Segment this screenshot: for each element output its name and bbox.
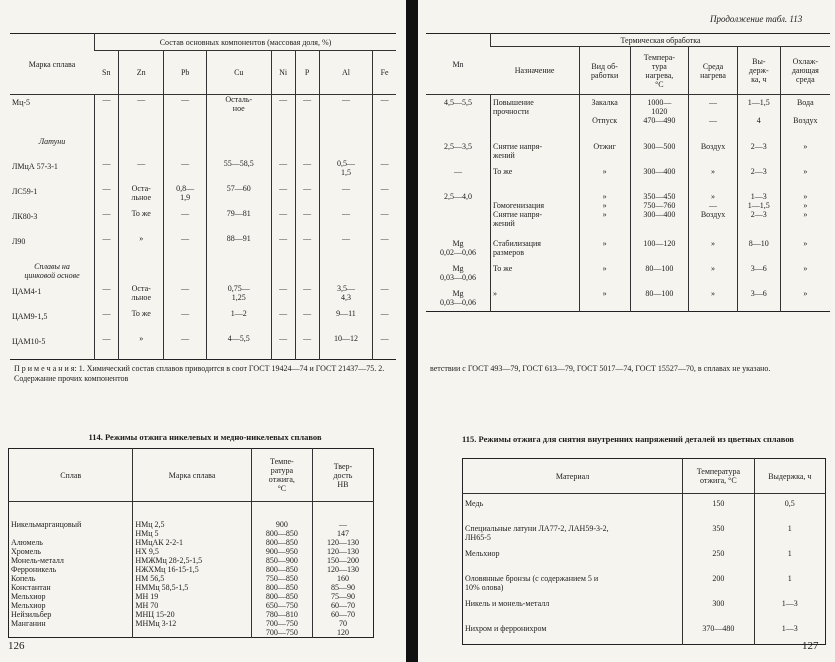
table-114-cell: 750—850 bbox=[251, 574, 312, 583]
table-114-cell: 160 bbox=[312, 574, 373, 583]
heat-treatment-cell: 300—400 bbox=[630, 164, 689, 189]
composition-cell: — bbox=[271, 309, 295, 334]
heat-treatment-cell: Снятие напря- жений bbox=[491, 139, 580, 164]
composition-cell: — bbox=[373, 95, 396, 135]
element-header: Fe bbox=[373, 51, 396, 95]
table-114-cell: 800—850 bbox=[251, 583, 312, 592]
table-114-cell: МН 19 bbox=[133, 592, 251, 601]
composition-cell: — bbox=[164, 284, 207, 309]
heat-treatment-cell: » bbox=[780, 164, 830, 189]
table-114-cell bbox=[9, 628, 133, 638]
table-row bbox=[10, 309, 396, 334]
table-114-cell: МНМц 3-12 bbox=[133, 619, 251, 628]
alloy-composition-table bbox=[10, 33, 396, 360]
table-row bbox=[9, 601, 374, 610]
heat-treatment-cell: Гомогенизация Снятие напря- жений bbox=[491, 189, 580, 236]
table-row bbox=[9, 619, 374, 628]
table-row bbox=[426, 261, 830, 286]
table-114-cell: 60—70 bbox=[312, 610, 373, 619]
heat-treatment-cell: 4,5—5,5 bbox=[444, 98, 472, 107]
composition-cell: — bbox=[271, 184, 295, 209]
element-header: Cu bbox=[206, 51, 271, 95]
table-row bbox=[10, 95, 396, 135]
composition-cell: 9—11 bbox=[319, 309, 373, 334]
table-114-cell: МН 70 bbox=[133, 601, 251, 610]
table-row bbox=[463, 594, 826, 619]
composition-rows bbox=[10, 95, 396, 360]
composition-cell bbox=[295, 134, 319, 159]
composition-note: П р и м е ч а н и я: 1. Химический состав сплавов приводится в соот ГОСТ 19424—74 и ГОСТ 21437—75. 2. Содержание прочих компонентов bbox=[14, 364, 385, 383]
table-114-title: 114. Режимы отжига никелевых и медно-никелевых сплавов bbox=[88, 432, 322, 442]
heat-subheader: Вид об- работки bbox=[579, 47, 630, 95]
table-row bbox=[10, 234, 396, 259]
composition-cell: — bbox=[95, 209, 119, 234]
table-115-cell: Медь bbox=[465, 499, 484, 508]
composition-cell: — bbox=[95, 159, 119, 184]
composition-cell bbox=[319, 134, 373, 159]
table-114-cell: Хромель bbox=[11, 547, 41, 556]
table-114-cell: НММц 58,5-1,5 bbox=[133, 583, 251, 592]
mn-header: Mn bbox=[426, 34, 491, 95]
table-row bbox=[9, 592, 374, 601]
table-115-cell: 1—3 bbox=[754, 594, 825, 619]
table-114-cell: НХ 9,5 bbox=[133, 547, 251, 556]
composition-header: Состав основных компонентов (массовая доля, %) bbox=[95, 34, 397, 51]
table-115-cell: 250 bbox=[683, 544, 755, 569]
table-114-header bbox=[9, 449, 374, 502]
table-114-cell: Никельмарганцовый bbox=[11, 520, 82, 529]
table-114-cell bbox=[133, 628, 251, 638]
table-115-column: Материал bbox=[463, 459, 683, 494]
composition-cell bbox=[271, 259, 295, 284]
table-114-cell: 900 bbox=[251, 502, 312, 530]
table-114-cell: 120 bbox=[312, 628, 373, 638]
table-row bbox=[9, 583, 374, 592]
alloy-grade: Л90 bbox=[12, 237, 26, 246]
table-115-column: Температура отжига, °С bbox=[683, 459, 755, 494]
composition-cell: То же bbox=[119, 309, 164, 334]
table-115-title: 115. Режимы отжига для снятия внутренних напряжений деталей из цветных сплавов bbox=[462, 434, 794, 444]
table-114-cell: 800—850 bbox=[251, 592, 312, 601]
composition-cell: 1—2 bbox=[206, 309, 271, 334]
table-114-cell: 700—750 bbox=[251, 619, 312, 628]
heat-subheader: Охлаж- дающая среда bbox=[780, 47, 830, 95]
heat-treatment-cell bbox=[780, 128, 830, 139]
composition-cell bbox=[119, 259, 164, 284]
table-115-cell: Мельхиор bbox=[465, 549, 500, 558]
heat-treatment-cell: 2,5—3,5 bbox=[444, 142, 472, 151]
table-114-cell: 120—130 bbox=[312, 565, 373, 574]
composition-cell: — bbox=[295, 95, 319, 135]
composition-cell: — bbox=[295, 209, 319, 234]
table-114-cell: 70 bbox=[312, 619, 373, 628]
composition-cell bbox=[373, 259, 396, 284]
table-row bbox=[463, 494, 826, 520]
table-114-cell: НЖХМц 16-15-1,5 bbox=[133, 565, 251, 574]
heat-treatment-cell: 1000— 1020 470—490 bbox=[630, 95, 689, 129]
table-114-cell: — bbox=[312, 502, 373, 530]
table-row bbox=[426, 128, 830, 139]
composition-cell bbox=[271, 134, 295, 159]
composition-cell: — bbox=[271, 209, 295, 234]
heat-treatment-cell: » bbox=[579, 261, 630, 286]
heat-treatment-cell: Отжиг bbox=[579, 139, 630, 164]
alloy-grade: ЦАМ9-1,5 bbox=[12, 312, 48, 321]
heat-subheader: Назначение bbox=[491, 47, 580, 95]
table-114-cell: 120—130 bbox=[312, 538, 373, 547]
composition-cell: — bbox=[373, 234, 396, 259]
heat-treatment-cell: 300—500 bbox=[630, 139, 689, 164]
table-row bbox=[10, 184, 396, 209]
composition-cell: » bbox=[119, 234, 164, 259]
table-115-cell: 1 bbox=[754, 544, 825, 569]
composition-cell: 79—81 bbox=[206, 209, 271, 234]
composition-cell: 0,5— 1,5 bbox=[319, 159, 373, 184]
alloy-grade: Мц-5 bbox=[12, 98, 31, 107]
right-page bbox=[418, 0, 835, 662]
table-115-cell: 0,5 bbox=[754, 494, 825, 520]
heat-treatment-cell: 3—6 bbox=[737, 286, 780, 312]
heat-treatment-cell: » bbox=[579, 164, 630, 189]
composition-cell: — bbox=[319, 95, 373, 135]
table-115-cell: 350 bbox=[683, 519, 755, 544]
table-114-cell: НМцАК 2-2-1 bbox=[133, 538, 251, 547]
table-row bbox=[426, 236, 830, 261]
table-row bbox=[426, 139, 830, 164]
alloy-grade: Сплавы на цинковой основе bbox=[24, 262, 80, 280]
composition-cell: — bbox=[164, 209, 207, 234]
heat-treatment-note: ветствии с ГОСТ 493—79, ГОСТ 613—79, ГОСТ 5017—74, ГОСТ 15527—70, в сплавах не указано. bbox=[430, 364, 771, 373]
composition-cell: — bbox=[119, 95, 164, 135]
heat-treatment-cell bbox=[689, 128, 738, 139]
composition-cell: — bbox=[295, 284, 319, 309]
table-115-cell: 200 bbox=[683, 569, 755, 594]
table-114-cell: 800—850 bbox=[251, 529, 312, 538]
heat-treatment-cell: » bbox=[780, 261, 830, 286]
composition-cell: 4—5,5 bbox=[206, 334, 271, 360]
table-row bbox=[10, 259, 396, 284]
nickel-alloys-table bbox=[8, 448, 374, 638]
continuation-label: Продолжение табл. 113 bbox=[710, 14, 803, 24]
table-114-cell: Мельхиор bbox=[11, 601, 46, 610]
table-114-cell: Константан bbox=[11, 583, 51, 592]
heat-treatment-table bbox=[426, 33, 830, 312]
composition-cell: — bbox=[271, 334, 295, 360]
heat-treatment-cell: » — Воздух bbox=[689, 189, 738, 236]
alloy-grade: ЦАМ4-1 bbox=[12, 287, 42, 296]
table-114-cell: НМц 2,5 bbox=[133, 502, 251, 530]
composition-cell: — bbox=[295, 234, 319, 259]
table-115-rows bbox=[463, 494, 826, 645]
heat-treatment-cell: » » » bbox=[579, 189, 630, 236]
heat-treatment-cell: 2,5—4,0 bbox=[444, 192, 472, 201]
table-row bbox=[426, 189, 830, 236]
composition-cell: То же bbox=[119, 209, 164, 234]
composition-cell: — bbox=[373, 334, 396, 360]
composition-cell: — bbox=[319, 184, 373, 209]
composition-cell: — bbox=[95, 234, 119, 259]
composition-cell: — bbox=[295, 334, 319, 360]
composition-cell: 0,8— 1,9 bbox=[164, 184, 207, 209]
table-114-rows bbox=[9, 502, 374, 638]
table-115-cell: 1 bbox=[754, 569, 825, 594]
table-row bbox=[463, 544, 826, 569]
heat-treatment-cell: 100—120 bbox=[630, 236, 689, 261]
table-row bbox=[10, 134, 396, 159]
table-row bbox=[9, 574, 374, 583]
table-115-header bbox=[463, 459, 826, 494]
heat-treatment-rows bbox=[426, 95, 830, 312]
alloy-grade: ЦАМ10-5 bbox=[12, 337, 46, 346]
composition-cell: 0,75— 1,25 bbox=[206, 284, 271, 309]
table-114-cell bbox=[9, 529, 133, 538]
table-114-column: Темпе- ратура отжига, °С bbox=[251, 449, 312, 502]
heat-treatment-cell: Вода Воздух bbox=[780, 95, 830, 129]
composition-cell: — bbox=[95, 184, 119, 209]
composition-cell: — bbox=[373, 284, 396, 309]
heat-treatment-cell bbox=[737, 128, 780, 139]
page-number-left: 126 bbox=[8, 640, 25, 652]
table-114-column: Сплав bbox=[9, 449, 133, 502]
composition-cell: — bbox=[295, 184, 319, 209]
composition-cell: — bbox=[119, 159, 164, 184]
table-114-cell: Манганин bbox=[11, 619, 46, 628]
table-row bbox=[10, 159, 396, 184]
table-row bbox=[9, 547, 374, 556]
composition-cell bbox=[95, 259, 119, 284]
table-115-cell: Специальные латуни ЛА77-2, ЛАН59-3-2, ЛН65-5 bbox=[465, 524, 609, 542]
composition-cell: — bbox=[295, 309, 319, 334]
table-114-cell: НМц 5 bbox=[133, 529, 251, 538]
table-row bbox=[463, 519, 826, 544]
heat-treatment-cell: — bbox=[454, 167, 462, 176]
heat-treatment-cell: Mg 0,03—0,06 bbox=[440, 289, 476, 307]
grade-header: Марка сплава bbox=[10, 34, 95, 95]
heat-treatment-cell bbox=[491, 128, 580, 139]
heat-treatment-cell: » bbox=[689, 236, 738, 261]
table-114-cell: Монель-металл bbox=[11, 556, 64, 565]
alloy-grade: ЛК80-3 bbox=[12, 212, 38, 221]
table-115-cell: 1—3 bbox=[754, 619, 825, 645]
heat-treatment-cell: 80—100 bbox=[630, 261, 689, 286]
composition-cell: — bbox=[295, 159, 319, 184]
table-114-cell: 147 bbox=[312, 529, 373, 538]
composition-cell: — bbox=[95, 309, 119, 334]
table-114-cell: 780—810 bbox=[251, 610, 312, 619]
element-header: Al bbox=[319, 51, 373, 95]
heat-treatment-cell: » bbox=[579, 286, 630, 312]
composition-cell: — bbox=[95, 284, 119, 309]
table-row bbox=[9, 529, 374, 538]
composition-cell: — bbox=[164, 95, 207, 135]
composition-cell bbox=[373, 134, 396, 159]
composition-cell: — bbox=[373, 209, 396, 234]
composition-cell bbox=[319, 259, 373, 284]
table-row bbox=[463, 619, 826, 645]
heat-treatment-cell: 2—3 bbox=[737, 164, 780, 189]
table-115-cell: 300 bbox=[683, 594, 755, 619]
table-114-cell: 120—130 bbox=[312, 547, 373, 556]
table-115-cell: 1 bbox=[754, 519, 825, 544]
composition-cell: Оста- льное bbox=[119, 284, 164, 309]
composition-cell: 55—58,5 bbox=[206, 159, 271, 184]
heat-treatment-cell: » bbox=[689, 261, 738, 286]
table-114-cell: 75—90 bbox=[312, 592, 373, 601]
heat-treatment-cell: 350—450 750—760 300—400 bbox=[630, 189, 689, 236]
element-header: P bbox=[295, 51, 319, 95]
heat-treatment-cell: Стабилизация размеров bbox=[491, 236, 580, 261]
table-row bbox=[9, 538, 374, 547]
heat-treatment-header: Термическая обработка bbox=[491, 34, 831, 47]
page-number-right: 127 bbox=[802, 640, 819, 652]
heat-treatment-cell: Mg 0,03—0,06 bbox=[440, 264, 476, 282]
composition-cell: — bbox=[164, 334, 207, 360]
heat-subheader: Среда нагрева bbox=[689, 47, 738, 95]
heat-treatment-cell: 80—100 bbox=[630, 286, 689, 312]
book-gutter bbox=[406, 0, 418, 662]
alloy-grade: Латуни bbox=[38, 137, 66, 146]
heat-treatment-cell: То же bbox=[491, 164, 580, 189]
table-114-cell: НМ 56,5 bbox=[133, 574, 251, 583]
heat-treatment-cell: » bbox=[780, 236, 830, 261]
composition-cell: — bbox=[271, 284, 295, 309]
composition-cell bbox=[164, 134, 207, 159]
composition-cell: — bbox=[373, 184, 396, 209]
left-page bbox=[0, 0, 408, 662]
table-115-cell: Оловянные бронзы (с содержанием 5 и 10% олова) bbox=[465, 574, 599, 592]
table-114-cell: 700—750 bbox=[251, 628, 312, 638]
table-114-cell: Мельхиор bbox=[11, 592, 46, 601]
composition-cell: — bbox=[271, 159, 295, 184]
heat-treatment-cell: Mg 0,02—0,06 bbox=[440, 239, 476, 257]
stress-relief-table bbox=[462, 458, 826, 645]
table-114-cell: Нейзильбер bbox=[11, 610, 52, 619]
table-row bbox=[426, 95, 830, 129]
table-row bbox=[9, 565, 374, 574]
heat-treatment-cell: 1—1,5 4 bbox=[737, 95, 780, 129]
table-114-cell: Ферроникель bbox=[11, 565, 57, 574]
table-115-cell: 150 bbox=[683, 494, 755, 520]
composition-cell bbox=[206, 134, 271, 159]
composition-cell: 3,5— 4,3 bbox=[319, 284, 373, 309]
table-114-cell: Алюмель bbox=[11, 538, 43, 547]
composition-cell: — bbox=[164, 309, 207, 334]
table-114-cell: 650—750 bbox=[251, 601, 312, 610]
table-115-cell: Никель и монель-металл bbox=[465, 599, 550, 608]
composition-cell: » bbox=[119, 334, 164, 360]
heat-treatment-cell: » » » bbox=[780, 189, 830, 236]
table-114-cell: 800—850 bbox=[251, 538, 312, 547]
table-row bbox=[10, 334, 396, 360]
table-114-cell: 60—70 bbox=[312, 601, 373, 610]
composition-cell: — bbox=[373, 159, 396, 184]
heat-treatment-cell: » bbox=[579, 236, 630, 261]
composition-cell: — bbox=[319, 209, 373, 234]
element-header: Pb bbox=[164, 51, 207, 95]
table-114-cell: 800—850 bbox=[251, 565, 312, 574]
table-115-cell: Нихром и ферронихром bbox=[465, 624, 547, 633]
element-header: Sn bbox=[95, 51, 119, 95]
heat-treatment-cell: » bbox=[780, 286, 830, 312]
heat-treatment-cell bbox=[426, 128, 491, 139]
composition-cell: — bbox=[164, 159, 207, 184]
heat-treatment-cell: Закалка Отпуск bbox=[579, 95, 630, 129]
heat-treatment-cell: » bbox=[689, 286, 738, 312]
heat-subheader: Вы- держ- ка, ч bbox=[737, 47, 780, 95]
alloy-grade: ЛС59-1 bbox=[12, 187, 38, 196]
table-row bbox=[10, 209, 396, 234]
heat-subheader: Темпера- тура нагрева, °С bbox=[630, 47, 689, 95]
composition-cell: Осталь- ное bbox=[206, 95, 271, 135]
composition-cell: — bbox=[373, 309, 396, 334]
composition-cell: 57—60 bbox=[206, 184, 271, 209]
composition-cell bbox=[95, 134, 119, 159]
composition-cell: Оста- льное bbox=[119, 184, 164, 209]
composition-cell bbox=[206, 259, 271, 284]
table-114-cell: 85—90 bbox=[312, 583, 373, 592]
composition-cell: — bbox=[319, 234, 373, 259]
heat-treatment-cell: » bbox=[780, 139, 830, 164]
table-row bbox=[9, 628, 374, 638]
table-row bbox=[426, 286, 830, 312]
table-115-cell: 370—480 bbox=[683, 619, 755, 645]
composition-cell bbox=[119, 134, 164, 159]
table-114-column: Твер- дость HB bbox=[312, 449, 373, 502]
heat-treatment-cell: » bbox=[491, 286, 580, 312]
table-row bbox=[9, 556, 374, 565]
table-114-cell: 150—200 bbox=[312, 556, 373, 565]
heat-treatment-cell: Воздух bbox=[689, 139, 738, 164]
composition-cell bbox=[295, 259, 319, 284]
alloy-grade: ЛМцА 57-3-1 bbox=[12, 162, 58, 171]
table-row bbox=[426, 164, 830, 189]
heat-treatment-cell: — — bbox=[689, 95, 738, 129]
heat-treatment-cell: То же bbox=[491, 261, 580, 286]
table-114-cell: 900—950 bbox=[251, 547, 312, 556]
table-row bbox=[9, 502, 374, 530]
heat-treatment-cell: 3—6 bbox=[737, 261, 780, 286]
table-114-cell: Копель bbox=[11, 574, 36, 583]
heat-treatment-cell: 2—3 bbox=[737, 139, 780, 164]
element-header: Ni bbox=[271, 51, 295, 95]
heat-treatment-cell: Повышение прочности bbox=[491, 95, 580, 129]
table-row bbox=[9, 610, 374, 619]
table-row bbox=[463, 569, 826, 594]
composition-cell: — bbox=[271, 95, 295, 135]
composition-cell: — bbox=[95, 95, 119, 135]
table-row bbox=[10, 284, 396, 309]
composition-cell bbox=[164, 259, 207, 284]
heat-treatment-cell: 8—10 bbox=[737, 236, 780, 261]
table-114-cell: НМЖМц 28-2,5-1,5 bbox=[133, 556, 251, 565]
table-114-cell: МНЦ 15-20 bbox=[133, 610, 251, 619]
element-header: Zn bbox=[119, 51, 164, 95]
composition-cell: — bbox=[164, 234, 207, 259]
composition-cell: 88—91 bbox=[206, 234, 271, 259]
heat-treatment-cell bbox=[630, 128, 689, 139]
heat-treatment-cell: » bbox=[689, 164, 738, 189]
table-114-column: Марка сплава bbox=[133, 449, 251, 502]
table-114-cell: 850—900 bbox=[251, 556, 312, 565]
table-115-column: Выдержка, ч bbox=[754, 459, 825, 494]
heat-treatment-cell bbox=[579, 128, 630, 139]
composition-cell: 10—12 bbox=[319, 334, 373, 360]
composition-cell: — bbox=[95, 334, 119, 360]
heat-treatment-cell: 1—3 1—1,5 2—3 bbox=[737, 189, 780, 236]
composition-cell: — bbox=[271, 234, 295, 259]
